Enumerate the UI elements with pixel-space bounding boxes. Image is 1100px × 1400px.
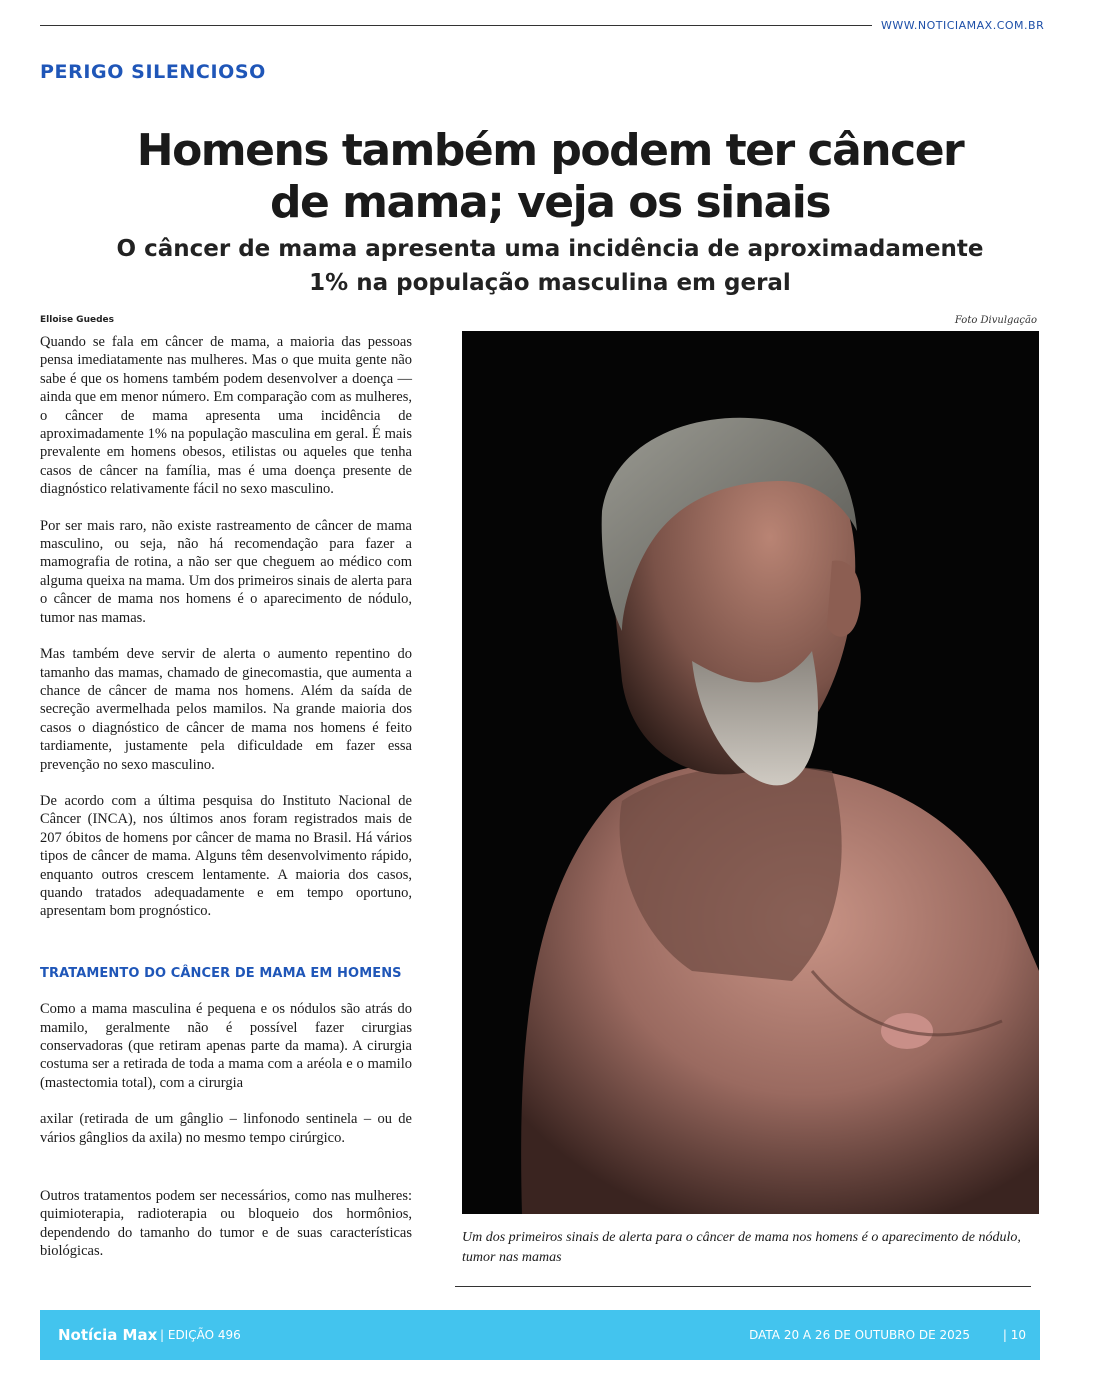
photo-credit: Foto Divulgação bbox=[954, 315, 1037, 326]
man-portrait-illustration bbox=[462, 331, 1039, 1214]
section-heading: TRATAMENTO DO CÂNCER DE MAMA EM HOMENS bbox=[40, 965, 402, 981]
article-paragraph: Mas também deve servir de alerta o aumento repentino do tamanho das mamas, chamado de ginecomastia, que aumenta a chance de câncer de mama nos homens. Além da saída de secreção avermelhada pelos mamilos. Na grande maioria dos casos o diagnóstico de câncer de mama nos homens é feito tardiamente, justamente pela dificuldade em fazer essa prevenção no sexo masculino. bbox=[40, 646, 412, 773]
article-paragraph: Por ser mais raro, não existe rastreamento de câncer de mama masculino, ou seja, não há recomendação para fazer a mamografia de rotina, a não ser que cheguem ao médico com alguma queixa na mama. Um dos primeiros sinais de alerta para o câncer de mama nos homens é o aparecimento de nódulo, tumor nas mamas. bbox=[40, 517, 412, 626]
author-byline: Elloise Guedes bbox=[40, 315, 114, 325]
article-body bbox=[40, 333, 412, 1261]
article-paragraph: axilar (retirada de um gânglio – linfonodo sentinela – ou de vários gânglios da axila) no mesmo tempo cirúrgico. bbox=[40, 1111, 412, 1146]
photo-caption: Um dos primeiros sinais de alerta para o câncer de mama nos homens é o aparecimento de nódulo, tumor nas mamas bbox=[462, 1230, 1021, 1265]
footer-date: DATA 20 A 26 DE OUTUBRO DE 2025 bbox=[749, 1328, 970, 1342]
footer-brand: Notícia Max bbox=[58, 1326, 158, 1344]
top-rule bbox=[40, 25, 872, 26]
article-paragraph: Como a mama masculina é pequena e os nódulos são atrás do mamilo, geralmente não é possível fazer cirurgias conservadoras (que retiram apenas parte da mama). A cirurgia costuma ser a retirada de toda a mama com a aréola e o mamilo (mastectomia total), com a cirurgia bbox=[40, 1001, 412, 1091]
headline-line: Homens também podem ter câncer bbox=[136, 125, 964, 176]
headline-line: de mama; veja os sinais bbox=[269, 177, 831, 228]
article-paragraph: De acordo com a última pesquisa do Instituto Nacional de Câncer (INCA), nos últimos anos foram registrados mais de 207 óbitos de homens por câncer de mama no Brasil. Há vários tipos de câncer de mama. Alguns têm desenvolvimento rápido, enquanto outros crescem lentamente. A maioria dos casos, quando tratados adequadamente e em tempo oportuno, apresentam bom prognóstico. bbox=[40, 792, 412, 920]
subheadline bbox=[60, 232, 1040, 300]
site-url-link[interactable]: WWW.NOTICIAMAX.COM.BR bbox=[881, 19, 1045, 32]
footer-page-number: | 10 bbox=[1002, 1328, 1026, 1342]
footer-bar bbox=[40, 1310, 1040, 1360]
article-photo bbox=[462, 331, 1039, 1214]
section-kicker: PERIGO SILENCIOSO bbox=[40, 61, 266, 83]
article-paragraph: Quando se fala em câncer de mama, a maioria das pessoas pensa imediatamente nas mulheres. Mas o que muita gente não sabe é que os homens também podem desenvolver a doença — ainda que em menor número. Em comparação com as mulheres, o câncer de mama apresenta uma incidência de aproximadamente 1% na população masculina em geral. É mais prevalente em homens obesos, etilistas ou aqueles que tenha casos de câncer na família, mas é uma doença presente de diagnóstico relativamente fácil no sexo masculino. bbox=[40, 334, 412, 498]
bottom-rule bbox=[455, 1286, 1031, 1287]
footer-edition: | EDIÇÃO 496 bbox=[160, 1328, 241, 1342]
article-paragraph: Outros tratamentos podem ser necessários, como nas mulheres: quimioterapia, radioterapia ou bloqueio dos hormônios, dependendo do tamanho do tumor e de suas características biológicas. bbox=[40, 1188, 412, 1260]
subheadline-line: O câncer de mama apresenta uma incidência de aproximadamente bbox=[116, 236, 984, 262]
subheadline-line: 1% na população masculina em geral bbox=[309, 270, 791, 296]
headline bbox=[60, 125, 1040, 229]
